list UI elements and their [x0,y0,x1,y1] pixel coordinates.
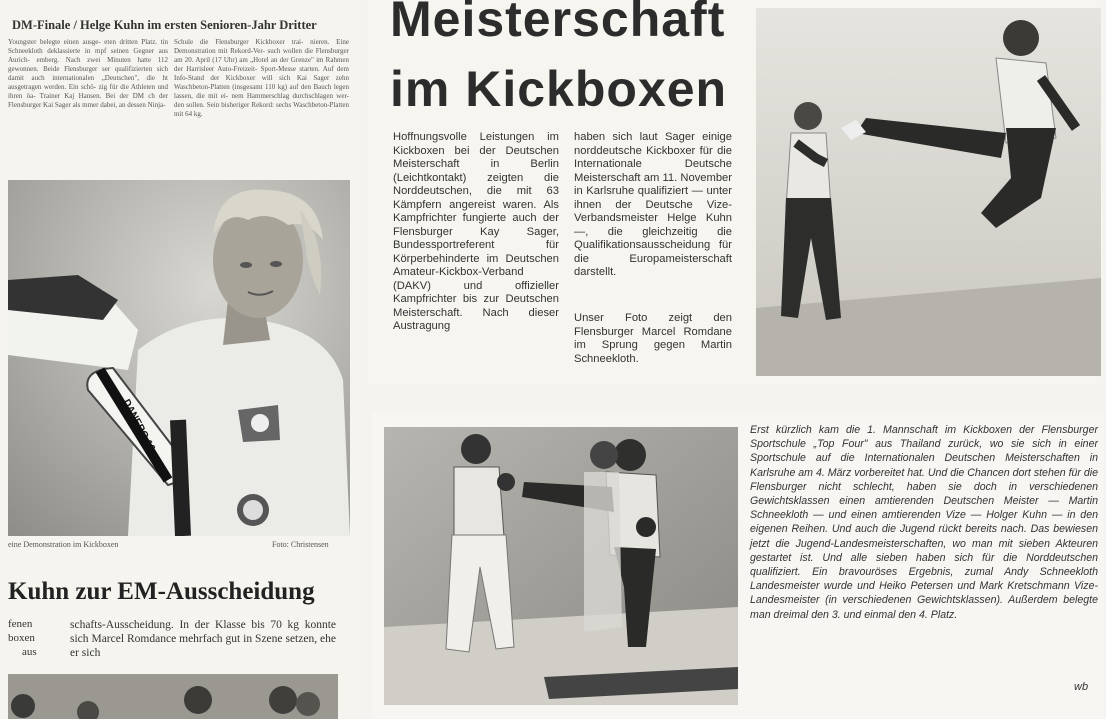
left-col1-text: Youngster belegte einen ausge- eten dritten Platz. tin Schneekloth deklassierte in mpf seinen Gegner aus Aurich- emberg. Nach zwei Minuten hatte 112 gewonnen. Beide Flensburger ser qualifizierten sich damit auch internationalen „Deutschen", die ht ausgetragen werden. Ein schö- zig für die Athleten und ihren öa- Trainer Kaj Hansen. Bei der DM ch der Flensburger Kai Sager als mmer dabei, an dessen Ninja- [8,38,168,109]
kickboxer-photo-graphic [8,180,350,536]
left-clipping [0,0,357,719]
headline-line2: im Kickboxen [390,61,728,117]
headline-line1: Meisterschaft [390,0,726,47]
article-col1: Hoffnungsvolle Leistungen im Kickboxen bei der Deutschen Meisterschaft in Berlin (Leichtkontakt) zeigten die Norddeutschen, die mit 63 Kämpfern angereist waren. Als Kampfrichter fungierte auch der Flensburger Kay Sager, Bundessportreferent für Körperbehinderte im Deutschen Amateur-Kickbox-Verband (DAKV) und offizieller Kampfrichter bis zur Deutschen Meisterschaft. Nach dieser Austragung [393,131,559,332]
bottom-signature: wb [1074,681,1089,693]
em-frag-col1-3: aus [22,646,37,658]
em-headline: Kuhn zur EM-Ausscheidung [8,578,315,605]
em-frag-col1-1: fenen [8,618,33,630]
left-top-headline: DM-Finale / Helge Kuhn im ersten Senioren-Jahr Dritter [12,18,317,32]
jump-kick-graphic [756,8,1101,376]
jump-kick-photo [756,8,1101,376]
em-frag-col1-2: boxen [8,632,35,644]
main-clipping [368,0,1103,385]
em-frag-col2: schafts-Ausscheidung. In der Klasse bis 70 kg konnte sich Marcel Romdance mehrfach gut in Szene setzen, ehe er sich [70,619,336,659]
team-photo [8,674,338,719]
bottom-article-text: Erst kürzlich kam die 1. Mannschaft im Kickboxen der Flensburger Sportschule „Top Four" aus Thailand zurück, wo sie sich in einer Sportschule auf die Internationalen Deutschen Meisterschaften in Karlsruhe am 4. März vorbereitet hat. Und die Chancen dort stehen für die Flensburger nicht schlecht, haben sie doch in verschiedenen Gewichtsklassen einen amtierenden Deutschen Meister — Martin Schneekloth — und einen amtierenden Vize — Holger Kuhn — in den eigenen Reihen. Und auch die Jugend rückt bereits nach. Das bewiesen jetzt die Jugend-Landesmeisterschaften, wo man mit sieben Akteuren gestartet ist. Und alle sieben haben sich für die Norddeutschen qualifiziert. Ein bravouröses Ergebnis, zumal Andy Schneekloth Landesmeister wurde und Heiko Petersen und Mark Kretschmann Vize-Landesmeister (in verschiedenen Gewichtsklassen). Außerdem belegte man dreimal den 3. und einmal den 4. Platz. [750,424,1099,621]
photo-credit: Foto: Christensen [272,540,329,549]
photo-caption: eine Demonstration im Kickboxen [8,540,119,549]
kickboxer-photo [8,180,350,536]
team-photo-graphic [8,674,338,719]
bottom-clipping [372,413,1104,719]
training-photo [384,427,738,705]
article-col2: haben sich laut Sager einige norddeutsche Kickboxer für die Internationale Deutsche Meisterschaft am 11. November in Karlsruhe qualifiziert — unter ihnen der Deutsche Vize-Verbandsmeister Helge Kuhn —, die gleichzeitig die Qualifikationsausscheidung für die Europameisterschaft darstellt. [574,131,732,278]
left-col2-text: Schule die Flensburger Kickboxer trai- nieren. Eine Demonstration mit Rekord-Ver- such wollen die Flensburger am 20. April (17 Uhr) am „Hotel an der Grenze" im Rahmen der Harrisleer Auto-Freizeit- Sport-Messe starten. Auf dem Info-Stand der Kickboxer will sich Kai Sager zehn Waschbeton-Platten (insgesamt 110 kg) auf den Bauch legen lassen, die mit ei- nem Hammerschlag durchschlagen wer- den sollen. Sein bisheriger Rekord: sechs Waschbeton-Platten mit 64 kg. [174,38,349,118]
training-graphic [384,427,738,705]
glove-text: DANERO 10 [120,397,157,454]
article-photo-caption: Unser Foto zeigt den Flensburger Marcel Romdane im Sprung gegen Martin Schneekloth. [574,312,732,365]
